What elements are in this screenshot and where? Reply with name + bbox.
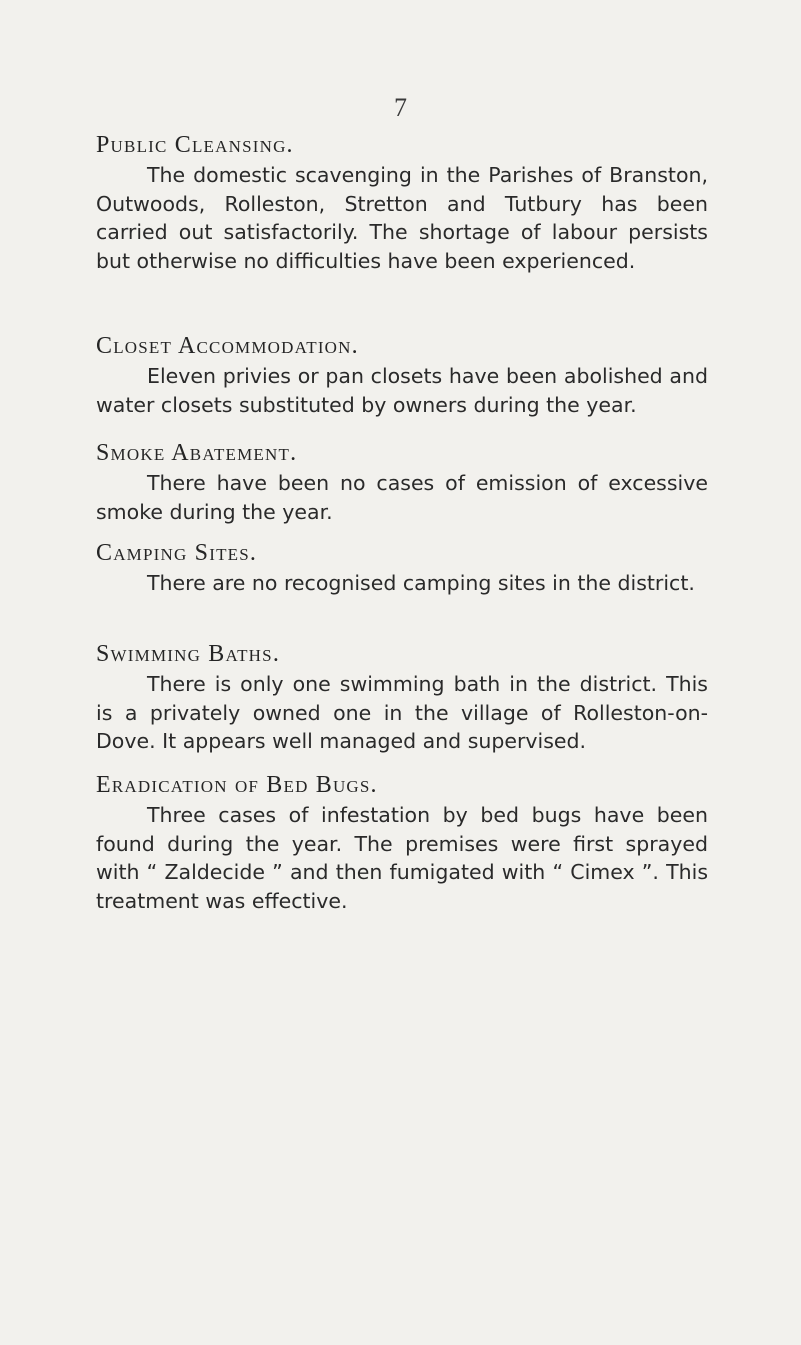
section-paragraph: There are no recognised camping sites in the district. [147,571,695,595]
section-paragraph: The domestic scavenging in the Parishes of Branston, Outwoods, Rolleston, Stretton and Tutbury has been carried out satisfactorily. The shortage of labour persists but otherwise no difficulties have been experienced. [96,163,708,273]
section-eradication-of-bed-bugs [96,770,708,915]
section-paragraph: There have been no cases of emission of excessive smoke during the year. [96,471,708,524]
section-heading: Public Cleansing. [96,132,294,158]
section-paragraph: Three cases of infestation by bed bugs have been found during the year. The premises were first sprayed with “ Zaldecide ” and then fumigated with “ Cimex ”. This treatment was effective. [96,803,708,913]
page-number: 7 [394,93,407,122]
section-heading: Eradication of Bed Bugs. [96,772,378,798]
section-heading: Closet Accommodation. [96,333,359,359]
section-paragraph: There is only one swimming bath in the district. This is a privately owned one in the village of Rolleston-on-Dove. It appears well managed and supervised. [96,672,708,753]
section-paragraph: Eleven privies or pan closets have been abolished and water closets substituted by owners during the year. [96,364,708,417]
section-public-cleansing [96,130,708,275]
section-closet-accommodation [96,331,708,419]
section-swimming-baths [96,639,708,756]
section-heading: Swimming Baths. [96,641,281,667]
section-camping-sites [96,538,708,598]
section-heading: Smoke Abatement. [96,440,298,466]
section-heading: Camping Sites. [96,540,258,566]
section-smoke-abatement [96,438,708,526]
